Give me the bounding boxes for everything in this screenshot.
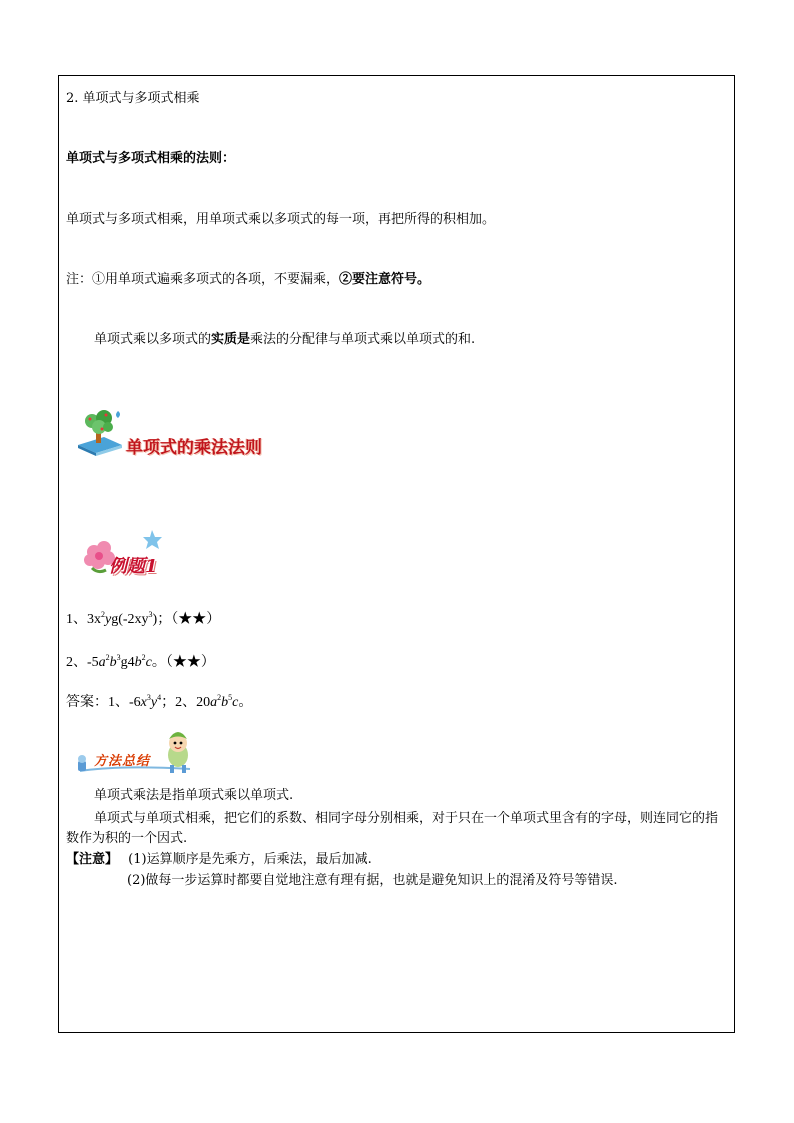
method-summary-heading: 方法总结: [94, 754, 151, 769]
answer-prefix: 答案：: [66, 695, 108, 710]
rule-title: 单项式与多项式相乘的法则：: [66, 151, 236, 166]
problem-2-stars: 。（★★）: [151, 655, 215, 670]
problem-2-expression: $-5a^2b^3g4b^2c$: [87, 653, 152, 670]
summary-note-2: (2)做每一步运算时都要自觉地注意有理有据，也就是避免知识上的混淆及符号等错误.: [127, 873, 618, 888]
summary-note-1: [66, 852, 372, 868]
problem-1: [66, 612, 220, 628]
note-label: 【注意】: [66, 852, 119, 867]
summary-line-2: 单项式与单项式相乘，把它们的系数、相同字母分别相乘，对于只在一个单项式里含有的字母，则连同它的指数作为积的一个因式.: [66, 811, 719, 846]
note-prefix: 注：①用单项式遍乘多项式的各项，不要漏乘，: [66, 272, 340, 287]
essence-part-a: 单项式乘以多项式的: [94, 332, 212, 347]
problem-1-expression: $3x^2yg(-2xy^3)$: [87, 610, 158, 627]
monomial-rule-heading: 单项式的乘法法则: [126, 438, 262, 458]
problem-1-stars: ；（★★）: [157, 612, 221, 627]
note-line: [66, 272, 430, 288]
note-bold: ②要注意符号。: [339, 272, 431, 287]
rule-text: 单项式与多项式相乘，用单项式乘以多项式的每一项，再把所得的积相加。: [66, 212, 496, 227]
answer-line: 答案：1、$-6x^3y^4$；2、$20a^2b^5c$。: [66, 693, 253, 710]
essence-line: [94, 332, 475, 348]
essence-bold: 实质是: [211, 332, 251, 347]
summary-line-1: 单项式乘法是指单项式乘以单项式.: [94, 788, 294, 803]
section-heading: 2. 单项式与多项式相乘: [66, 91, 200, 106]
answer-separator: ；: [161, 695, 176, 710]
problem-2-prefix: 2、: [66, 655, 87, 670]
note-1-text: (1)运算顺序是先乘方，后乘法，最后加减.: [128, 852, 372, 867]
essence-part-b: 乘法的分配律与单项式乘以单项式的和.: [250, 332, 476, 347]
tree-book-icon: [74, 407, 126, 459]
problem-2: [66, 655, 215, 671]
answer-end: 。: [238, 695, 253, 710]
example-heading: 例题1: [109, 556, 158, 577]
problem-1-prefix: 1、: [66, 612, 87, 627]
